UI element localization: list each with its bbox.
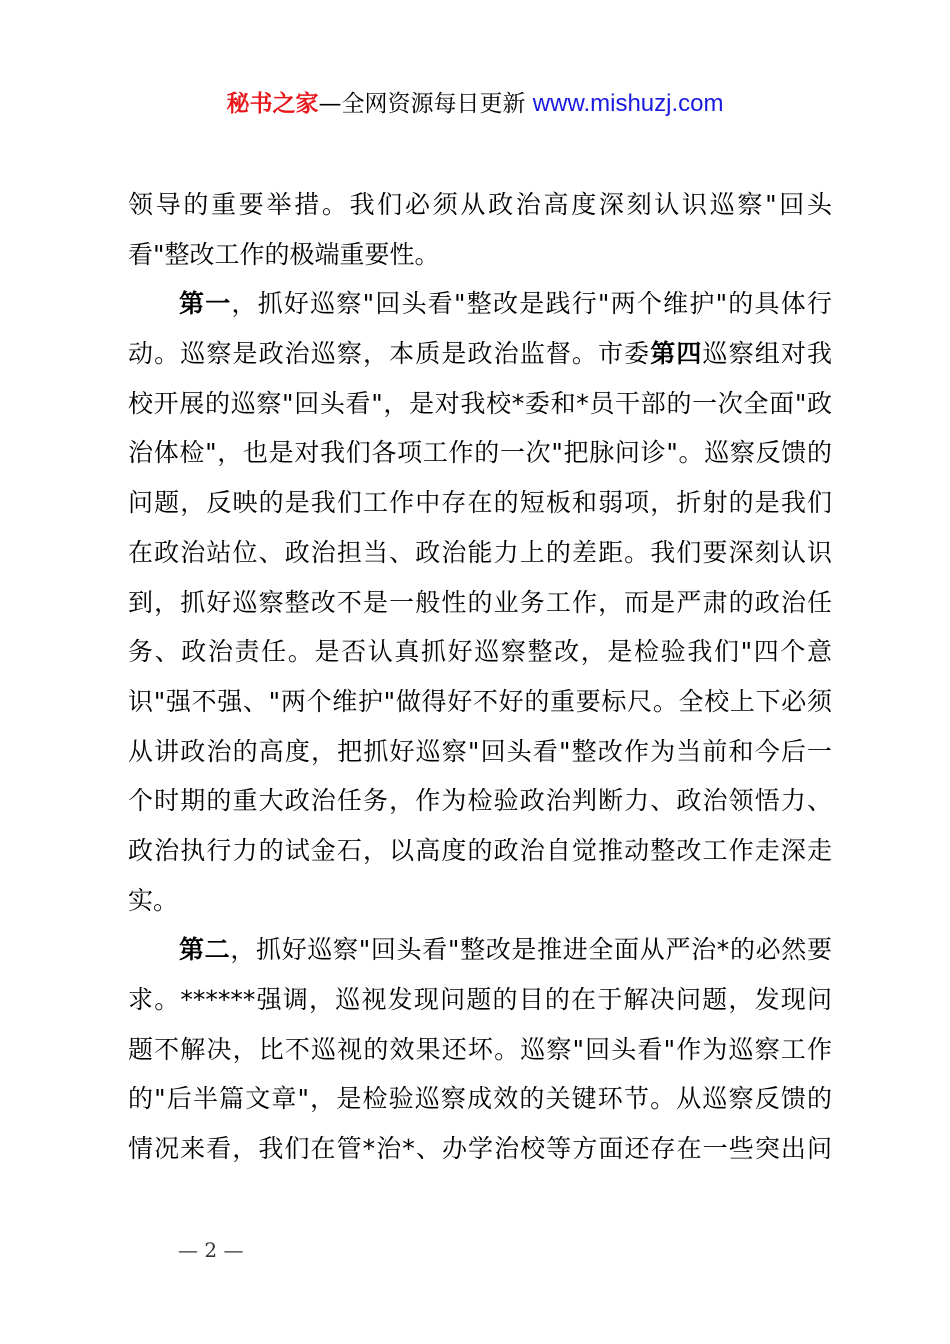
text-line xyxy=(128,180,832,230)
paragraph xyxy=(128,925,832,1173)
text-line xyxy=(128,578,832,628)
text-segment: 巡察组对我 xyxy=(702,339,832,369)
document-body xyxy=(128,180,832,1174)
site-url-link[interactable]: www.mishuzj.com xyxy=(532,90,724,117)
text-line xyxy=(128,727,832,777)
text-segment: 看"整改工作的极端重要性。 xyxy=(128,239,440,269)
text-line xyxy=(128,230,832,280)
text-line xyxy=(128,776,832,826)
text-line xyxy=(128,478,832,528)
text-segment: 政治执行力的试金石，以高度的政治自觉推动整改工作走深走 xyxy=(128,835,832,865)
text-line xyxy=(128,975,832,1025)
text-line xyxy=(128,279,832,329)
text-line xyxy=(128,428,832,478)
text-line xyxy=(128,1074,832,1124)
text-segment: ，抓好巡察"回头看"整改是践行"两个维护"的具体行 xyxy=(231,289,832,319)
text-segment: 动。巡察是政治巡察，本质是政治监督。市委 xyxy=(128,339,651,369)
page-number: — 2 — xyxy=(178,1238,244,1262)
bold-text: 第四 xyxy=(650,339,703,369)
text-segment: 领导的重要举措。我们必须从政治高度深刻认识巡察"回头 xyxy=(128,190,832,219)
bold-text: 第二 xyxy=(179,935,231,965)
text-line xyxy=(128,627,832,677)
text-segment: 校开展的巡察"回头看"，是对我校*委和*员干部的一次全面"政 xyxy=(128,388,832,418)
text-line xyxy=(128,677,832,727)
text-line xyxy=(128,826,832,876)
paragraph xyxy=(128,180,832,279)
text-segment: 问题，反映的是我们工作中存在的短板和弱项，折射的是我们 xyxy=(128,488,832,518)
text-line xyxy=(128,876,832,926)
text-line xyxy=(128,1124,832,1174)
text-segment: 情况来看，我们在管*治*、办学治校等方面还存在一些突出问 xyxy=(128,1134,832,1164)
text-segment: 到，抓好巡察整改不是一般性的业务工作，而是严肃的政治任 xyxy=(128,587,832,617)
text-segment: 求。******强调，巡视发现问题的目的在于解决问题，发现问 xyxy=(128,985,832,1014)
site-header xyxy=(0,86,950,122)
text-segment: 治体检"，也是对我们各项工作的一次"把脉问诊"。巡察反馈的 xyxy=(128,438,832,468)
text-segment: 实。 xyxy=(128,885,179,915)
paragraph xyxy=(128,279,832,925)
text-segment: 识"强不强、"两个维护"做得好不好的重要标尺。全校上下必须 xyxy=(128,686,832,716)
text-segment: 题不解决，比不巡视的效果还坏。巡察"回头看"作为巡察工作 xyxy=(128,1034,832,1064)
text-line xyxy=(128,1025,832,1075)
text-segment: 从讲政治的高度，把抓好巡察"回头看"整改作为当前和今后一 xyxy=(128,736,832,766)
text-line xyxy=(128,379,832,429)
text-segment: 的"后半篇文章"，是检验巡察成效的关键环节。从巡察反馈的 xyxy=(128,1084,832,1114)
text-segment: 在政治站位、政治担当、政治能力上的差距。我们要深刻认识 xyxy=(128,537,832,567)
text-line xyxy=(128,925,832,975)
text-segment: 个时期的重大政治任务，作为检验政治判断力、政治领悟力、 xyxy=(128,786,832,816)
text-segment: 务、政治责任。是否认真抓好巡察整改，是检验我们"四个意 xyxy=(128,637,832,667)
text-line xyxy=(128,528,832,578)
text-segment: ，抓好巡察"回头看"整改是推进全面从严治*的必然要 xyxy=(230,935,832,965)
brand-name: 秘书之家 xyxy=(226,91,319,117)
bold-text: 第一 xyxy=(179,289,232,319)
header-tagline: —全网资源每日更新 xyxy=(318,91,533,117)
text-line xyxy=(128,329,832,379)
